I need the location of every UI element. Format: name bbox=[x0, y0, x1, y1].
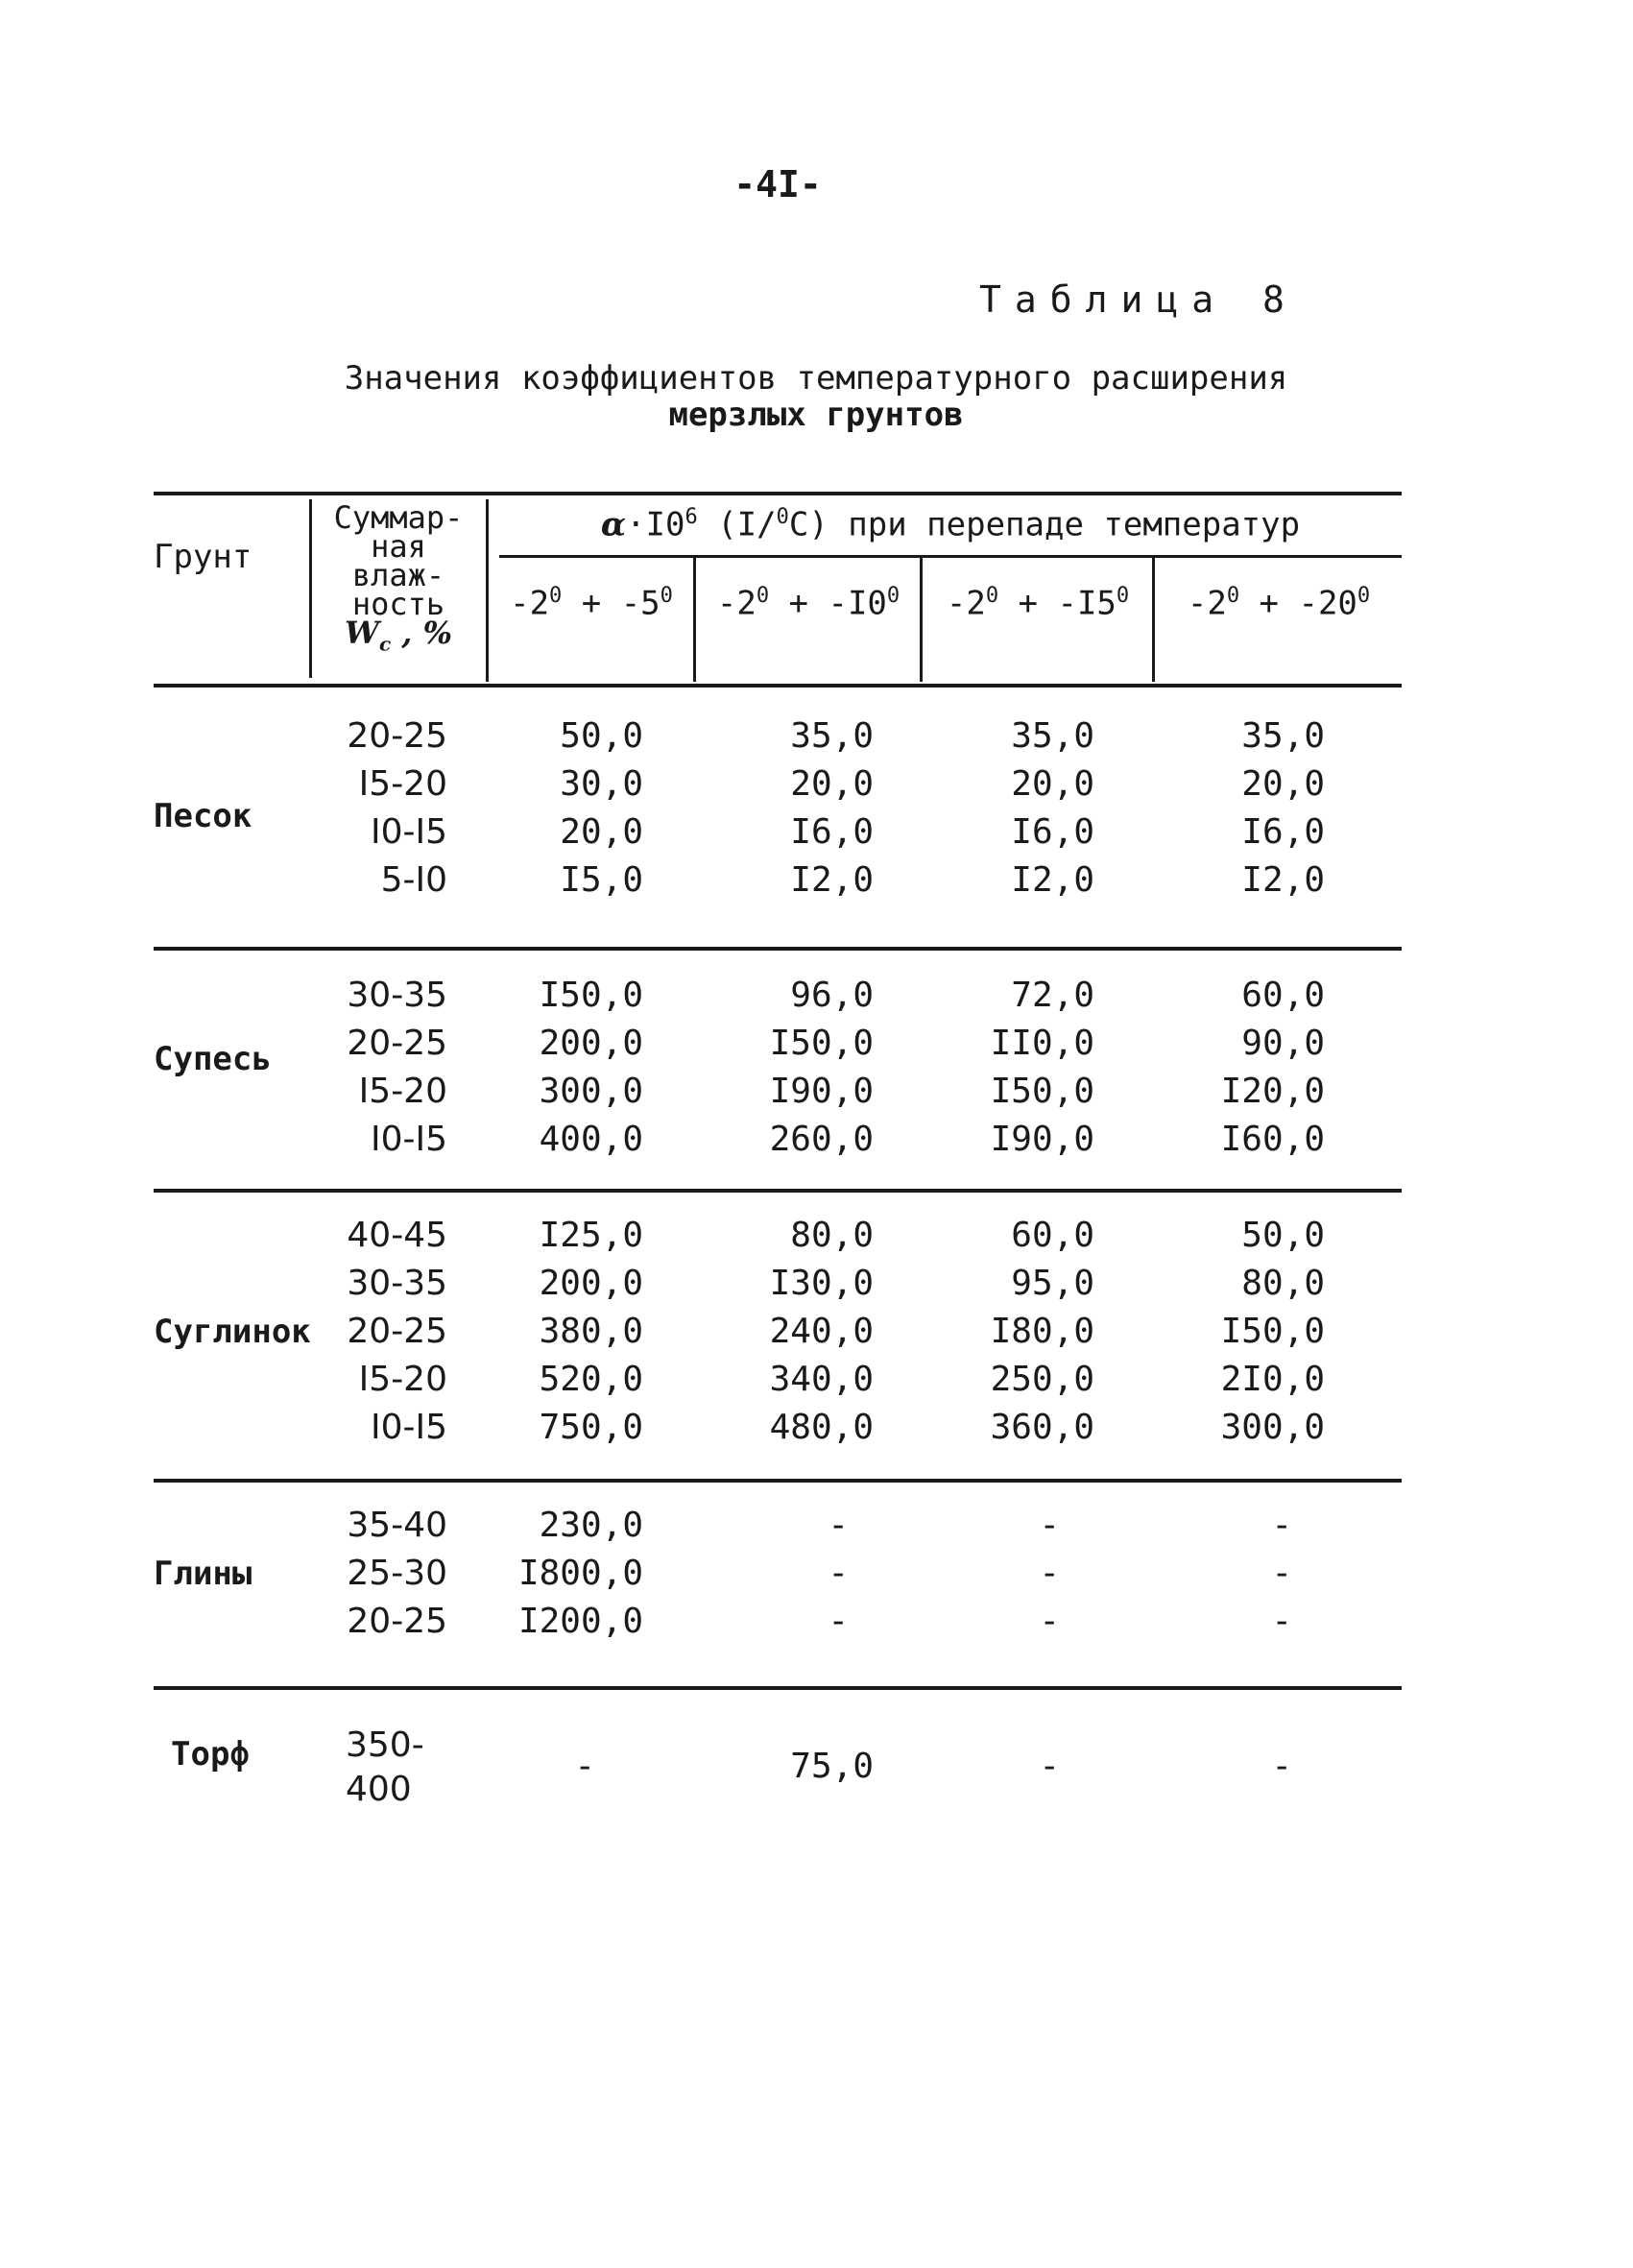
table-row bbox=[0, 1724, 1633, 1820]
value-cell: I50,0 bbox=[769, 1024, 874, 1063]
value-cell: 260,0 bbox=[769, 1120, 874, 1159]
group-divider bbox=[154, 947, 1402, 951]
value-cell: I30,0 bbox=[769, 1264, 874, 1303]
value-cell: 80,0 bbox=[1241, 1264, 1325, 1303]
table-label: Таблица 8 bbox=[979, 278, 1298, 321]
value-cell: 480,0 bbox=[769, 1408, 874, 1447]
table-top-rule bbox=[154, 492, 1402, 495]
value-cell: - bbox=[1271, 1747, 1292, 1786]
value-cell: I50,0 bbox=[539, 976, 643, 1015]
value-cell: I2,0 bbox=[790, 860, 874, 900]
humidity-cell: 20-25 bbox=[347, 1602, 447, 1641]
value-cell: 240,0 bbox=[769, 1312, 874, 1351]
header-humidity bbox=[317, 499, 480, 658]
value-cell: 72,0 bbox=[1011, 976, 1094, 1015]
table-caption-line-1: Значения коэффициентов температурного расширения bbox=[344, 359, 1288, 398]
value-cell: 230,0 bbox=[539, 1506, 643, 1545]
group-divider bbox=[154, 1479, 1402, 1483]
value-cell: I6,0 bbox=[790, 812, 874, 852]
header-humidity-line-1: Суммар- bbox=[333, 499, 464, 536]
table-row bbox=[0, 1068, 1633, 1116]
header-divider-range-3 bbox=[1152, 557, 1155, 682]
soil-name: Глины bbox=[154, 1555, 252, 1593]
value-cell: - bbox=[1271, 1506, 1292, 1545]
value-cell: I2,0 bbox=[1241, 860, 1325, 900]
humidity-cell: 30-35 bbox=[347, 976, 447, 1015]
value-cell: 35,0 bbox=[1241, 716, 1325, 756]
table-row bbox=[0, 808, 1633, 857]
value-cell: 200,0 bbox=[539, 1024, 643, 1063]
value-cell: 35,0 bbox=[1011, 716, 1094, 756]
table-row bbox=[0, 857, 1633, 905]
value-cell: 75,0 bbox=[790, 1747, 874, 1786]
value-cell: 2I0,0 bbox=[1220, 1360, 1325, 1399]
value-cell: I20,0 bbox=[1220, 1072, 1325, 1111]
value-cell: 360,0 bbox=[990, 1408, 1094, 1447]
value-cell: I6,0 bbox=[1241, 812, 1325, 852]
soil-name: Песок bbox=[154, 797, 252, 835]
value-cell: 60,0 bbox=[1241, 976, 1325, 1015]
value-cell: 20,0 bbox=[1241, 764, 1325, 804]
value-cell: 250,0 bbox=[990, 1360, 1094, 1399]
value-cell: I80,0 bbox=[990, 1312, 1094, 1351]
humidity-cell: 30-35 bbox=[347, 1264, 447, 1303]
value-cell: 96,0 bbox=[790, 976, 874, 1015]
value-cell: 50,0 bbox=[1241, 1216, 1325, 1255]
value-cell: II0,0 bbox=[990, 1024, 1094, 1063]
value-cell: - bbox=[828, 1602, 849, 1641]
value-cell: - bbox=[1271, 1554, 1292, 1593]
humidity-cell: 20-25 bbox=[347, 1312, 447, 1351]
value-cell: I800,0 bbox=[517, 1554, 643, 1593]
header-range-1: $-2^0 + -5^0$ bbox=[510, 584, 673, 623]
table-row bbox=[0, 1260, 1633, 1308]
value-cell: 50,0 bbox=[560, 716, 643, 756]
value-cell: 95,0 bbox=[1011, 1264, 1094, 1303]
value-cell: I90,0 bbox=[769, 1072, 874, 1111]
value-cell: I200,0 bbox=[517, 1602, 643, 1641]
humidity-cell: I5-20 bbox=[358, 1072, 447, 1111]
table-row bbox=[0, 1020, 1633, 1068]
value-cell: I5,0 bbox=[560, 860, 643, 900]
value-cell: 300,0 bbox=[539, 1072, 643, 1111]
humidity-cell: 35-40 bbox=[347, 1506, 447, 1545]
header-range-4: $-2^0 + -20^0$ bbox=[1187, 584, 1371, 623]
value-cell: - bbox=[1039, 1554, 1060, 1593]
humidity-cell: I0-I5 bbox=[370, 1120, 447, 1159]
header-bottom-rule bbox=[154, 684, 1402, 688]
value-cell: I50,0 bbox=[1220, 1312, 1325, 1351]
humidity-line-1: 350- bbox=[346, 1725, 424, 1765]
value-cell: 400,0 bbox=[539, 1120, 643, 1159]
header-divider-soil bbox=[309, 499, 312, 678]
value-cell: 20,0 bbox=[1011, 764, 1094, 804]
header-range-3: $-2^0 + -I5^0$ bbox=[946, 584, 1130, 623]
value-cell: - bbox=[574, 1747, 595, 1786]
value-cell: - bbox=[1039, 1602, 1060, 1641]
table-row bbox=[0, 1598, 1633, 1646]
table-row bbox=[0, 1212, 1633, 1260]
value-cell: 520,0 bbox=[539, 1360, 643, 1399]
table-row bbox=[0, 1502, 1633, 1550]
soil-name: Торф bbox=[171, 1735, 250, 1773]
humidity-cell: 5-I0 bbox=[380, 860, 447, 900]
table-row bbox=[0, 1356, 1633, 1404]
humidity-cell bbox=[346, 1724, 461, 1812]
soil-name: Суглинок bbox=[154, 1313, 311, 1351]
value-cell: I6,0 bbox=[1011, 812, 1094, 852]
value-cell: 340,0 bbox=[769, 1360, 874, 1399]
table-row bbox=[0, 1404, 1633, 1452]
group-divider bbox=[154, 1686, 1402, 1690]
value-cell: - bbox=[1271, 1602, 1292, 1641]
value-cell: 90,0 bbox=[1241, 1024, 1325, 1063]
value-cell: 200,0 bbox=[539, 1264, 643, 1303]
value-cell: - bbox=[828, 1506, 849, 1545]
page-number: -4I- bbox=[733, 163, 822, 205]
table-caption-line-2: мерзлых грунтов bbox=[668, 396, 964, 434]
humidity-cell: I0-I5 bbox=[370, 812, 447, 852]
humidity-cell: 20-25 bbox=[347, 716, 447, 756]
header-humidity-line-2: ная bbox=[371, 528, 426, 565]
header-range-2: $-2^0 + -I0^0$ bbox=[716, 584, 901, 623]
group-divider bbox=[154, 1189, 1402, 1193]
value-cell: I2,0 bbox=[1011, 860, 1094, 900]
humidity-cell: 40-45 bbox=[347, 1216, 447, 1255]
value-cell: 750,0 bbox=[539, 1408, 643, 1447]
table-row bbox=[0, 972, 1633, 1020]
value-cell: - bbox=[1039, 1506, 1060, 1545]
header-divider-range-2 bbox=[920, 557, 923, 682]
table-row bbox=[0, 712, 1633, 760]
humidity-cell: 25-30 bbox=[347, 1554, 447, 1593]
header-humidity-line-4: ность bbox=[351, 586, 445, 622]
value-cell: 20,0 bbox=[560, 812, 643, 852]
humidity-cell: 20-25 bbox=[347, 1024, 447, 1063]
header-humidity-line-3: влаж- bbox=[351, 557, 445, 593]
value-cell: 35,0 bbox=[790, 716, 874, 756]
humidity-cell: I5-20 bbox=[358, 1360, 447, 1399]
humidity-cell: I0-I5 bbox=[370, 1408, 447, 1447]
table-row bbox=[0, 1308, 1633, 1356]
header-divider-humidity bbox=[486, 499, 489, 682]
alpha-symbol: α bbox=[600, 505, 627, 544]
value-cell: - bbox=[828, 1554, 849, 1593]
value-cell: 380,0 bbox=[539, 1312, 643, 1351]
header-coefficient: $\alpha\cdot I0^6$ (I/$^0$C) при перепаде температур bbox=[600, 505, 1301, 544]
value-cell: 30,0 bbox=[560, 764, 643, 804]
table-row bbox=[0, 1550, 1633, 1598]
soil-name: Супесь bbox=[154, 1040, 272, 1078]
value-cell: I50,0 bbox=[990, 1072, 1094, 1111]
header-humidity-symbol: $W_c$ , % bbox=[345, 615, 452, 656]
value-cell: I60,0 bbox=[1220, 1120, 1325, 1159]
value-cell: 300,0 bbox=[1220, 1408, 1325, 1447]
humidity-line-2: 400 bbox=[346, 1770, 412, 1809]
value-cell: I25,0 bbox=[539, 1216, 643, 1255]
header-soil: Грунт bbox=[154, 538, 252, 576]
value-cell: 60,0 bbox=[1011, 1216, 1094, 1255]
value-cell: - bbox=[1039, 1747, 1060, 1786]
value-cell: 20,0 bbox=[790, 764, 874, 804]
table-row bbox=[0, 1116, 1633, 1164]
header-divider-range-1 bbox=[693, 557, 696, 682]
humidity-cell: I5-20 bbox=[358, 764, 447, 804]
value-cell: I90,0 bbox=[990, 1120, 1094, 1159]
header-sub-rule bbox=[499, 555, 1402, 558]
value-cell: 80,0 bbox=[790, 1216, 874, 1255]
table-row bbox=[0, 760, 1633, 808]
